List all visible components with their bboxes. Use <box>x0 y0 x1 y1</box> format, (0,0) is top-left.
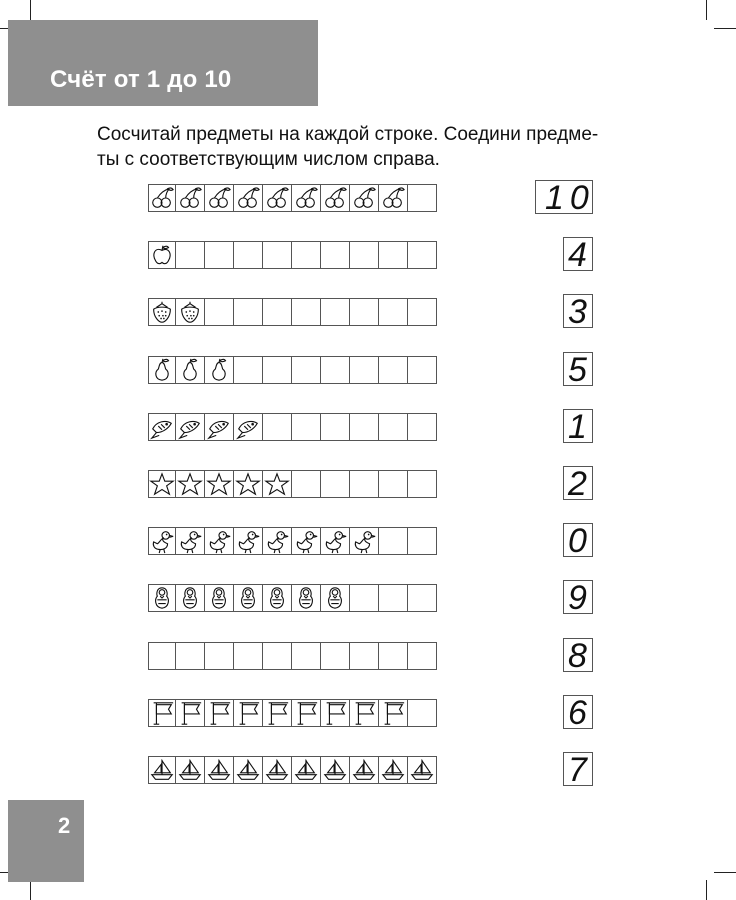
duck-icon <box>149 528 175 554</box>
flag-icon <box>350 700 378 726</box>
apple-icon <box>149 242 175 268</box>
grid-cell <box>321 642 350 670</box>
grid-cell <box>234 756 263 784</box>
cell-grid <box>148 584 438 612</box>
grid-cell <box>263 642 292 670</box>
grid-cell <box>176 298 205 326</box>
cherry-icon <box>321 185 349 211</box>
boat-icon <box>292 757 320 783</box>
grid-cell <box>234 527 263 555</box>
star-icon <box>234 471 262 497</box>
boat-icon <box>149 757 175 783</box>
cell-grid <box>148 470 438 498</box>
grid-cell <box>379 241 408 269</box>
target-number: 10 <box>545 179 595 217</box>
grid-cell <box>234 298 263 326</box>
grid-cell <box>292 756 321 784</box>
duck-icon <box>292 528 320 554</box>
grid-cell <box>148 584 176 612</box>
boat-icon <box>321 757 349 783</box>
grid-cell <box>263 356 292 384</box>
duck-icon <box>263 528 291 554</box>
boat-icon <box>350 757 378 783</box>
grid-cell <box>148 756 176 784</box>
grid-cell <box>205 527 234 555</box>
grid-cell <box>176 584 205 612</box>
grid-cell <box>408 756 437 784</box>
instructions-line-1: Сосчитай предметы на каждой строке. Соедини предме- <box>97 124 599 145</box>
matryoshka-icon <box>149 585 175 611</box>
grid-cell <box>321 413 350 441</box>
grid-cell <box>263 241 292 269</box>
grid-cell <box>379 756 408 784</box>
grid-cell <box>321 527 350 555</box>
target-number: 8 <box>568 636 587 675</box>
flag-icon <box>176 700 204 726</box>
boat-icon <box>205 757 233 783</box>
grid-cell <box>263 470 292 498</box>
grid-cell <box>148 527 176 555</box>
grid-cell <box>379 413 408 441</box>
target-number: 3 <box>568 293 587 332</box>
grid-cell <box>292 699 321 727</box>
fish-icon <box>234 414 262 440</box>
cell-grid <box>148 413 438 441</box>
grid-cell <box>148 241 176 269</box>
grid-cell <box>263 527 292 555</box>
grid-cell <box>205 413 234 441</box>
page-number: 2 <box>58 813 71 838</box>
crop-mark <box>714 872 736 873</box>
cell-grid <box>148 184 438 212</box>
grid-cell <box>408 356 437 384</box>
grid-cell <box>350 184 379 212</box>
grid-cell <box>321 584 350 612</box>
target-number: 1 <box>568 407 587 446</box>
crop-mark <box>30 0 31 20</box>
grid-cell <box>350 527 379 555</box>
grid-cell <box>408 699 437 727</box>
grid-cell <box>234 184 263 212</box>
grid-cell <box>148 298 176 326</box>
strawberry-icon <box>176 299 204 325</box>
grid-cell <box>379 699 408 727</box>
flag-icon <box>234 700 262 726</box>
cell-grid <box>148 699 438 727</box>
grid-cell <box>205 756 234 784</box>
instructions-line-2: ты с соответствующим числом справа. <box>97 149 440 170</box>
grid-cell <box>350 584 379 612</box>
grid-cell <box>263 413 292 441</box>
grid-cell <box>176 642 205 670</box>
grid-cell <box>292 413 321 441</box>
grid-cell <box>292 241 321 269</box>
grid-cell <box>321 756 350 784</box>
matryoshka-icon <box>176 585 204 611</box>
cherry-icon <box>379 185 407 211</box>
cherry-icon <box>350 185 378 211</box>
grid-cell <box>379 184 408 212</box>
cell-grid <box>148 356 438 384</box>
page-number-band <box>8 800 84 882</box>
cherry-icon <box>205 185 233 211</box>
grid-cell <box>234 699 263 727</box>
grid-cell <box>234 584 263 612</box>
grid-cell <box>292 470 321 498</box>
grid-cell <box>350 699 379 727</box>
target-number: 4 <box>568 236 587 275</box>
grid-cell <box>350 413 379 441</box>
cherry-icon <box>292 185 320 211</box>
boat-icon <box>379 757 407 783</box>
grid-cell <box>408 184 437 212</box>
grid-cell <box>263 184 292 212</box>
duck-icon <box>176 528 204 554</box>
grid-cell <box>234 356 263 384</box>
star-icon <box>176 471 204 497</box>
grid-cell <box>176 241 205 269</box>
grid-cell <box>148 356 176 384</box>
grid-cell <box>321 470 350 498</box>
grid-cell <box>176 413 205 441</box>
grid-cell <box>176 470 205 498</box>
grid-cell <box>148 413 176 441</box>
grid-cell <box>148 699 176 727</box>
grid-cell <box>205 184 234 212</box>
grid-cell <box>234 470 263 498</box>
grid-cell <box>205 470 234 498</box>
cherry-icon <box>234 185 262 211</box>
flag-icon <box>292 700 320 726</box>
fish-icon <box>205 414 233 440</box>
grid-cell <box>408 527 437 555</box>
cell-grid <box>148 241 438 269</box>
instructions <box>97 122 657 172</box>
grid-cell <box>350 642 379 670</box>
flag-icon <box>321 700 349 726</box>
grid-cell <box>321 184 350 212</box>
grid-cell <box>234 241 263 269</box>
grid-cell <box>263 584 292 612</box>
grid-cell <box>205 584 234 612</box>
matryoshka-icon <box>321 585 349 611</box>
crop-mark <box>714 28 736 29</box>
crop-mark <box>706 880 707 900</box>
grid-cell <box>205 699 234 727</box>
flag-icon <box>149 700 175 726</box>
grid-cell <box>176 184 205 212</box>
grid-cell <box>263 298 292 326</box>
target-number: 5 <box>568 350 587 389</box>
pear-icon <box>149 357 175 383</box>
grid-cell <box>350 470 379 498</box>
grid-cell <box>408 413 437 441</box>
duck-icon <box>350 528 378 554</box>
grid-cell <box>408 642 437 670</box>
grid-cell <box>292 356 321 384</box>
target-number: 2 <box>568 465 587 503</box>
grid-cell <box>408 241 437 269</box>
grid-cell <box>379 356 408 384</box>
grid-cell <box>292 584 321 612</box>
grid-cell <box>148 184 176 212</box>
grid-cell <box>205 298 234 326</box>
grid-cell <box>148 642 176 670</box>
grid-cell <box>379 298 408 326</box>
star-icon <box>149 471 175 497</box>
grid-cell <box>321 356 350 384</box>
grid-cell <box>408 470 437 498</box>
grid-cell <box>292 298 321 326</box>
crop-mark <box>706 0 707 20</box>
grid-cell <box>321 241 350 269</box>
matryoshka-icon <box>234 585 262 611</box>
flag-icon <box>379 700 407 726</box>
grid-cell <box>148 470 176 498</box>
boat-icon <box>234 757 262 783</box>
star-icon <box>263 471 291 497</box>
grid-cell <box>176 356 205 384</box>
grid-cell <box>379 584 408 612</box>
grid-cell <box>205 642 234 670</box>
cell-grid <box>148 527 438 555</box>
target-number: 9 <box>568 579 587 618</box>
duck-icon <box>205 528 233 554</box>
star-icon <box>205 471 233 497</box>
grid-cell <box>292 642 321 670</box>
grid-cell <box>292 184 321 212</box>
cell-grid <box>148 756 438 784</box>
cell-grid <box>148 642 438 670</box>
boat-icon <box>263 757 291 783</box>
grid-cell <box>234 413 263 441</box>
grid-cell <box>176 527 205 555</box>
fish-icon <box>176 414 204 440</box>
target-number: 6 <box>568 693 587 732</box>
page-title: Счёт от 1 до 10 <box>50 66 232 93</box>
cherry-icon <box>149 185 175 211</box>
grid-cell <box>321 298 350 326</box>
grid-cell <box>350 298 379 326</box>
matryoshka-icon <box>263 585 291 611</box>
cherry-icon <box>263 185 291 211</box>
grid-cell <box>379 470 408 498</box>
boat-icon <box>408 757 436 783</box>
flag-icon <box>263 700 291 726</box>
grid-cell <box>408 298 437 326</box>
cherry-icon <box>176 185 204 211</box>
grid-cell <box>292 527 321 555</box>
grid-cell <box>205 356 234 384</box>
boat-icon <box>176 757 204 783</box>
crop-mark <box>30 880 31 900</box>
grid-cell <box>350 356 379 384</box>
grid-cell <box>408 584 437 612</box>
pear-icon <box>176 357 204 383</box>
grid-cell <box>234 642 263 670</box>
grid-cell <box>350 756 379 784</box>
grid-cell <box>321 699 350 727</box>
strawberry-icon <box>149 299 175 325</box>
duck-icon <box>234 528 262 554</box>
flag-icon <box>205 700 233 726</box>
duck-icon <box>321 528 349 554</box>
target-number: 7 <box>568 751 587 789</box>
matryoshka-icon <box>205 585 233 611</box>
cell-grid <box>148 298 438 326</box>
grid-cell <box>176 756 205 784</box>
grid-cell <box>379 527 408 555</box>
matryoshka-icon <box>292 585 320 611</box>
fish-icon <box>149 414 175 440</box>
grid-cell <box>263 756 292 784</box>
grid-cell <box>176 699 205 727</box>
target-number: 0 <box>568 522 587 561</box>
grid-cell <box>350 241 379 269</box>
grid-cell <box>205 241 234 269</box>
grid-cell <box>263 699 292 727</box>
grid-cell <box>379 642 408 670</box>
pear-icon <box>205 357 233 383</box>
